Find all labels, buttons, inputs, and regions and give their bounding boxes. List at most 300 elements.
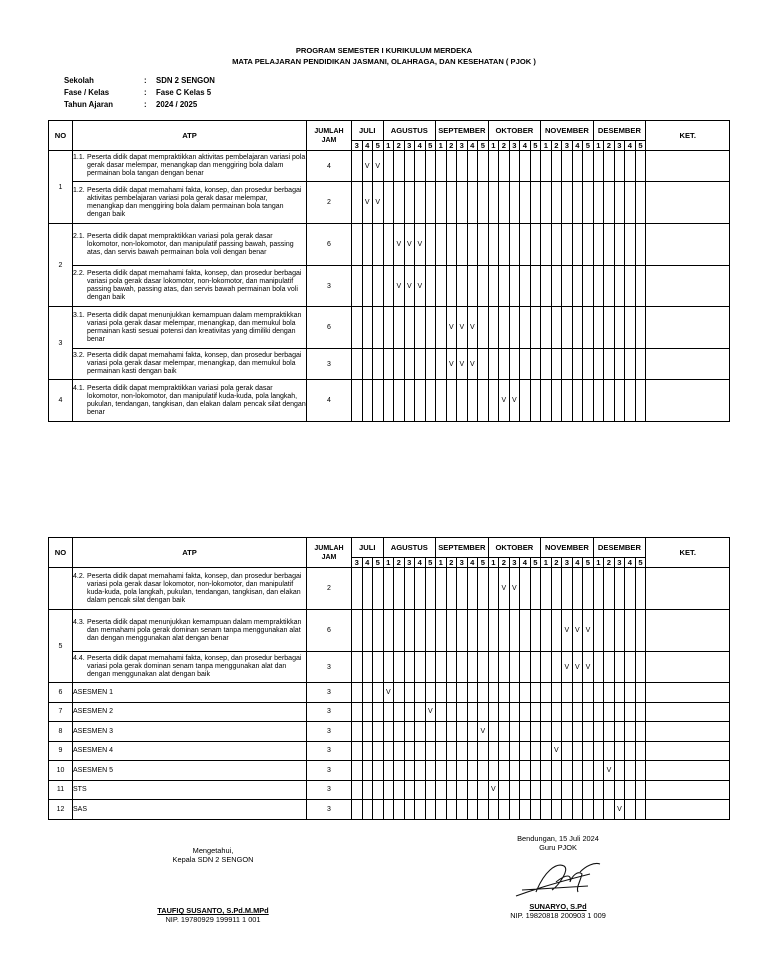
check-mark: V (583, 610, 594, 652)
week-cell (604, 151, 615, 182)
row-number: 8 (49, 722, 73, 742)
header-week: 4 (415, 141, 426, 151)
teacher-signature-block: Bendungan, 15 Juli 2024 Guru PJOK SUNARYO, S.Pd NIP. 19820818 200903 1 009 (478, 834, 638, 920)
week-cell (625, 610, 636, 652)
week-cell (436, 800, 447, 820)
week-cell (562, 349, 573, 380)
week-cell (436, 652, 447, 683)
header-month: SEPTEMBER (436, 538, 489, 558)
week-cell (614, 182, 625, 224)
week-cell (446, 800, 457, 820)
week-cell (509, 151, 520, 182)
week-cell (541, 266, 552, 307)
week-cell (583, 780, 594, 800)
header-month: OKTOBER (488, 538, 541, 558)
week-cell (352, 702, 363, 722)
row-number: 2 (49, 224, 73, 307)
atp-cell (73, 151, 307, 182)
atp-text: Peserta didik dapat memahami fakta, konsep, dan prosedur berbagai variasi pola gerak dasar lokomotor, non-lokomotor, dan manipulatif kuda-kuda, pola langkah, pukulan, tendangan, tangkisan, dan elakan dalam pencak silat dengan baik (87, 572, 302, 604)
jumlah-jam: 6 (307, 307, 352, 349)
row-number: 10 (49, 761, 73, 781)
atp-code: 1.1. (73, 154, 85, 161)
row-number: 12 (49, 800, 73, 820)
week-cell (635, 683, 646, 703)
week-cell (541, 349, 552, 380)
ket-cell (646, 683, 730, 703)
week-cell (625, 266, 636, 307)
header-week: 1 (436, 141, 447, 151)
header-week: 2 (394, 558, 405, 568)
week-cell (352, 568, 363, 610)
week-cell (394, 380, 405, 422)
week-cell (404, 702, 415, 722)
check-mark: V (373, 182, 384, 224)
jumlah-jam: 3 (307, 761, 352, 781)
week-cell (499, 224, 510, 266)
assessment-name: ASESMEN 1 (73, 683, 307, 703)
week-cell (541, 182, 552, 224)
week-cell (499, 652, 510, 683)
week-cell (625, 683, 636, 703)
week-cell (425, 652, 436, 683)
header-month: DESEMBER (593, 121, 646, 141)
week-cell (383, 702, 394, 722)
week-cell (383, 349, 394, 380)
week-cell (572, 780, 583, 800)
week-cell (362, 349, 373, 380)
week-cell (572, 702, 583, 722)
check-mark: V (425, 702, 436, 722)
header-week: 5 (425, 141, 436, 151)
week-cell (625, 780, 636, 800)
week-cell (478, 151, 489, 182)
week-cell (541, 151, 552, 182)
week-cell (394, 568, 405, 610)
week-cell (373, 702, 384, 722)
week-cell (362, 800, 373, 820)
week-cell (373, 683, 384, 703)
week-cell (593, 780, 604, 800)
week-cell (457, 151, 468, 182)
header-week: 5 (425, 558, 436, 568)
table-row (49, 652, 730, 683)
week-cell (415, 307, 426, 349)
week-cell (478, 761, 489, 781)
check-mark: V (394, 266, 405, 307)
week-cell (530, 683, 541, 703)
check-mark: V (415, 266, 426, 307)
week-cell (446, 741, 457, 761)
week-cell (572, 307, 583, 349)
jumlah-jam: 3 (307, 722, 352, 742)
atp-text: Peserta didik dapat mempraktikkan variasi pola gerak dasar lokomotor, non-lokomotor, dan manipulatif kuda-kuda, pola langkah, pukulan, tendangan, tangkisan, dan elakan dalam pencak silat dengan benar (87, 384, 306, 416)
week-cell (593, 151, 604, 182)
week-cell (541, 307, 552, 349)
week-cell (373, 610, 384, 652)
header-week: 4 (572, 558, 583, 568)
week-cell (362, 683, 373, 703)
week-cell (635, 780, 646, 800)
week-cell (352, 761, 363, 781)
week-cell (541, 761, 552, 781)
assessment-name: ASESMEN 4 (73, 741, 307, 761)
week-cell (373, 266, 384, 307)
principal-name: TAUFIQ SUSANTO, S.Pd.M.MPd (157, 906, 269, 915)
week-cell (530, 266, 541, 307)
week-cell (604, 683, 615, 703)
week-cell (352, 349, 363, 380)
week-cell (383, 722, 394, 742)
week-cell (572, 761, 583, 781)
check-mark: V (362, 151, 373, 182)
week-cell (467, 610, 478, 652)
week-cell (457, 800, 468, 820)
principal-signature-block: Mengetahui, Kepala SDN 2 SENGON TAUFIQ SUSANTO, S.Pd.M.MPd NIP. 19780929 199911 1 001 (128, 846, 298, 924)
week-cell (457, 652, 468, 683)
week-cell (362, 741, 373, 761)
week-cell (583, 224, 594, 266)
week-cell (593, 266, 604, 307)
week-cell (436, 780, 447, 800)
header-week: 1 (383, 558, 394, 568)
week-cell (394, 741, 405, 761)
week-cell (583, 741, 594, 761)
week-cell (478, 568, 489, 610)
week-cell (425, 761, 436, 781)
header-week: 2 (394, 141, 405, 151)
week-cell (551, 702, 562, 722)
atp-code: 4.2. (73, 572, 85, 580)
info-row-phase: Fase / Kelas : Fase C Kelas 5 (64, 88, 212, 97)
week-cell (509, 307, 520, 349)
week-cell (404, 741, 415, 761)
week-cell (373, 761, 384, 781)
week-cell (635, 151, 646, 182)
week-cell (499, 182, 510, 224)
week-cell (415, 151, 426, 182)
jumlah-jam: 3 (307, 683, 352, 703)
check-mark: V (614, 800, 625, 820)
check-mark: V (446, 349, 457, 380)
week-cell (488, 702, 499, 722)
week-cell (593, 761, 604, 781)
header-week: 4 (625, 558, 636, 568)
table-row (49, 683, 730, 703)
week-cell (467, 182, 478, 224)
week-cell (562, 568, 573, 610)
check-mark: V (446, 307, 457, 349)
header-atp: ATP (73, 121, 307, 151)
week-cell (509, 652, 520, 683)
week-cell (530, 702, 541, 722)
week-cell (478, 349, 489, 380)
week-cell (509, 610, 520, 652)
week-cell (478, 800, 489, 820)
week-cell (383, 380, 394, 422)
header-month: JULI (352, 121, 384, 141)
week-cell (562, 722, 573, 742)
week-cell (551, 182, 562, 224)
table-row (49, 182, 730, 224)
week-cell (583, 266, 594, 307)
header-atp: ATP (73, 538, 307, 568)
week-cell (551, 722, 562, 742)
week-cell (635, 702, 646, 722)
week-cell (362, 307, 373, 349)
week-cell (604, 266, 615, 307)
week-cell (541, 568, 552, 610)
week-cell (593, 702, 604, 722)
week-cell (425, 307, 436, 349)
week-cell (530, 349, 541, 380)
week-cell (604, 780, 615, 800)
week-cell (436, 182, 447, 224)
week-cell (488, 652, 499, 683)
week-cell (436, 380, 447, 422)
week-cell (404, 380, 415, 422)
week-cell (488, 151, 499, 182)
week-cell (373, 380, 384, 422)
week-cell (520, 722, 531, 742)
week-cell (467, 380, 478, 422)
week-cell (625, 380, 636, 422)
week-cell (425, 568, 436, 610)
week-cell (478, 307, 489, 349)
week-cell (520, 349, 531, 380)
row-number: 9 (49, 741, 73, 761)
week-cell (509, 741, 520, 761)
week-cell (362, 568, 373, 610)
week-cell (404, 349, 415, 380)
week-cell (509, 702, 520, 722)
week-cell (478, 741, 489, 761)
week-cell (562, 266, 573, 307)
row-number: 4 (49, 380, 73, 422)
week-cell (520, 780, 531, 800)
jumlah-jam: 3 (307, 349, 352, 380)
week-cell (436, 610, 447, 652)
week-cell (383, 610, 394, 652)
week-cell (593, 182, 604, 224)
week-cell (362, 652, 373, 683)
header-week: 4 (520, 558, 531, 568)
week-cell (551, 349, 562, 380)
week-cell (394, 151, 405, 182)
week-cell (551, 380, 562, 422)
atp-code: 4.4. (73, 655, 85, 662)
week-cell (457, 610, 468, 652)
week-cell (625, 652, 636, 683)
table-row (49, 800, 730, 820)
week-cell (415, 652, 426, 683)
week-cell (373, 780, 384, 800)
week-cell (394, 761, 405, 781)
week-cell (614, 307, 625, 349)
week-cell (362, 610, 373, 652)
week-cell (404, 151, 415, 182)
week-cell (467, 652, 478, 683)
week-cell (562, 182, 573, 224)
week-cell (635, 652, 646, 683)
week-cell (499, 151, 510, 182)
schedule-table-1 (48, 120, 730, 422)
week-cell (604, 610, 615, 652)
week-cell (530, 741, 541, 761)
week-cell (404, 568, 415, 610)
week-cell (425, 610, 436, 652)
week-cell (478, 683, 489, 703)
week-cell (362, 224, 373, 266)
week-cell (425, 224, 436, 266)
info-row-year: Tahun Ajaran : 2024 / 2025 (64, 100, 198, 109)
week-cell (625, 722, 636, 742)
week-cell (614, 349, 625, 380)
week-cell (583, 182, 594, 224)
header-month: SEPTEMBER (436, 121, 489, 141)
week-cell (404, 800, 415, 820)
week-cell (394, 702, 405, 722)
week-cell (604, 349, 615, 380)
header-week: 2 (499, 558, 510, 568)
week-cell (457, 266, 468, 307)
week-cell (457, 702, 468, 722)
week-cell (530, 652, 541, 683)
header-week: 4 (572, 141, 583, 151)
header-week: 4 (415, 558, 426, 568)
week-cell (415, 761, 426, 781)
week-cell (520, 761, 531, 781)
week-cell (499, 761, 510, 781)
week-cell (488, 568, 499, 610)
check-mark: V (551, 741, 562, 761)
atp-cell (73, 224, 307, 266)
week-cell (415, 702, 426, 722)
atp-code: 3.1. (73, 311, 85, 319)
header-week: 2 (551, 558, 562, 568)
atp-text: Peserta didik dapat memahami fakta, konsep, dan prosedur berbagai variasi pola gerak dominan senam tanpa menggunakan alat dan dengan menggunakan alat dengan baik (87, 655, 302, 678)
header-month: DESEMBER (593, 538, 646, 558)
week-cell (446, 380, 457, 422)
week-cell (614, 610, 625, 652)
jumlah-jam: 2 (307, 568, 352, 610)
check-mark: V (383, 683, 394, 703)
week-cell (520, 610, 531, 652)
week-cell (520, 741, 531, 761)
week-cell (373, 568, 384, 610)
week-cell (614, 741, 625, 761)
week-cell (520, 266, 531, 307)
week-cell (583, 722, 594, 742)
week-cell (415, 349, 426, 380)
week-cell (467, 761, 478, 781)
week-cell (446, 780, 457, 800)
week-cell (625, 800, 636, 820)
week-cell (625, 224, 636, 266)
header-week: 3 (404, 141, 415, 151)
header-ket: KET. (646, 121, 730, 151)
week-cell (404, 307, 415, 349)
week-cell (394, 307, 405, 349)
week-cell (509, 349, 520, 380)
atp-code: 4.3. (73, 618, 85, 626)
header-week: 4 (467, 141, 478, 151)
check-mark: V (415, 224, 426, 266)
check-mark: V (404, 266, 415, 307)
week-cell (425, 151, 436, 182)
week-cell (446, 761, 457, 781)
header-week: 3 (614, 141, 625, 151)
week-cell (446, 266, 457, 307)
check-mark: V (499, 568, 510, 610)
week-cell (352, 224, 363, 266)
header-week: 5 (635, 141, 646, 151)
header-month: AGUSTUS (383, 538, 436, 558)
week-cell (562, 151, 573, 182)
week-cell (562, 761, 573, 781)
week-cell (604, 702, 615, 722)
week-cell (436, 307, 447, 349)
week-cell (383, 307, 394, 349)
header-month: JULI (352, 538, 384, 558)
header-week: 1 (436, 558, 447, 568)
ket-cell (646, 349, 730, 380)
week-cell (352, 800, 363, 820)
week-cell (625, 568, 636, 610)
week-cell (572, 182, 583, 224)
week-cell (383, 151, 394, 182)
week-cell (373, 652, 384, 683)
header-no: NO (49, 121, 73, 151)
week-cell (436, 349, 447, 380)
header-month: AGUSTUS (383, 121, 436, 141)
header-week: 5 (635, 558, 646, 568)
week-cell (520, 652, 531, 683)
week-cell (593, 224, 604, 266)
week-cell (583, 800, 594, 820)
check-mark: V (478, 722, 489, 742)
header-week: 5 (478, 141, 489, 151)
week-cell (572, 380, 583, 422)
week-cell (394, 722, 405, 742)
week-cell (604, 307, 615, 349)
week-cell (457, 761, 468, 781)
check-mark: V (394, 224, 405, 266)
week-cell (383, 182, 394, 224)
assessment-name: SAS (73, 800, 307, 820)
week-cell (352, 182, 363, 224)
week-cell (352, 683, 363, 703)
week-cell (352, 780, 363, 800)
week-cell (383, 800, 394, 820)
week-cell (478, 610, 489, 652)
week-cell (352, 652, 363, 683)
week-cell (562, 800, 573, 820)
teacher-nip: NIP. 19820818 200903 1 009 (510, 911, 606, 920)
week-cell (394, 349, 405, 380)
week-cell (541, 702, 552, 722)
week-cell (404, 683, 415, 703)
week-cell (394, 610, 405, 652)
week-cell (383, 761, 394, 781)
week-cell (593, 683, 604, 703)
week-cell (436, 224, 447, 266)
week-cell (593, 307, 604, 349)
week-cell (635, 610, 646, 652)
week-cell (415, 568, 426, 610)
atp-cell (73, 652, 307, 683)
header-week: 3 (352, 558, 363, 568)
week-cell (530, 380, 541, 422)
